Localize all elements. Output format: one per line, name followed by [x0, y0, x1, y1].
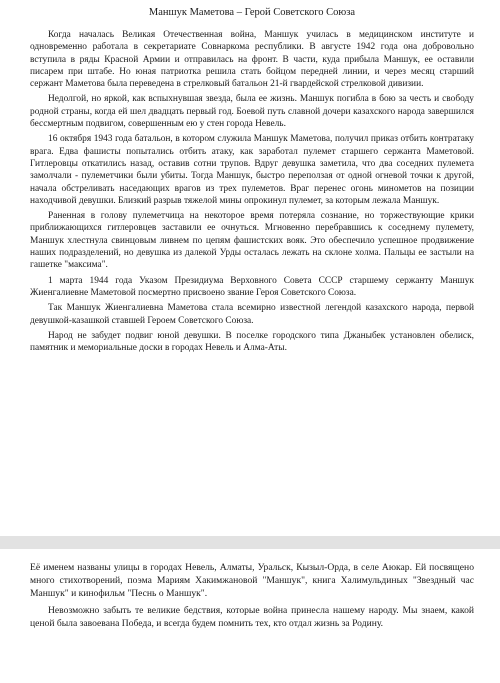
paragraph: Народ не забудет подвиг юной девушки. В поселке городского типа Джаныбек установлен обелиск, памятник и мемориальные доски в городах Невель и Алма-Аты. — [30, 330, 474, 354]
paragraph: Раненная в голову пулеметчица на некоторое время потеряла сознание, но торжествующие крики приближающихся гитлеровцев заставили ее очнуться. Мгновенно перебравшись к соседнему пулемету, Маншук хлестнула свинцовым ливнем по цепям фашистских вояк. Это обеспечило успешное продвижение наших подразделений, но девушка из далекой Урды осталась лежать на склоне холма. Пальцы ее застыли на гашетке "максима". — [30, 211, 474, 271]
paragraph: 16 октября 1943 года батальон, в котором служила Маншук Маметова, получил приказ отбить контратаку врага. Едва фашисты попытались отбить атаку, как заработал пулемет старшего сержанта Маметовой. Гитлеровцы откатились назад, оставив сотни трупов. Вдруг девушка заметила, что два соседних пулемета замолчали - пулеметчики были убиты. Тогда Маншук, быстро переползая от одной огневой точки к другой, начала обстреливать наседающих врагов из трех пулеметов. Враг перенес огонь минометов на позиции находчивой девушки. Близкий разрыв тяжелой мины опрокинул пулемет, за которым лежала Маншук. — [30, 134, 474, 206]
paragraph: Так Маншук Жиенгалиевна Маметова стала всемирно известной легендой казахского народа, первой девушкой-казашкой ставшей Героем Советского Союза. — [30, 303, 474, 326]
paragraph: 1 марта 1944 года Указом Президиума Верховного Совета СССР старшему сержанту Маншук Жиенгалиевне Маметовой посмертно присвоено звание Героя Советского Союза. — [30, 275, 474, 298]
paragraph: Её именем названы улицы в городах Невель, Алматы, Уральск, Кызыл-Орда, в селе Аюкар. Ей посвящено много стихотворений, поэма Мариям Хакимжановой "Маншук", книга Халимульдиных "Звездный час Маншук" и кинофильм "Песнь о Маншук". — [30, 562, 474, 599]
paragraph: Невозможно забыть те великие бедствия, которые война принесла нашему народу. Мы знаем, какой ценой была завоевана Победа, и всегда будем помнить тех, кто отдал жизнь за Родину. — [30, 605, 474, 630]
paragraph: Недолгой, но яркой, как вспыхнувшая звезда, была ее жизнь. Маншук погибла в бою за честь и свободу родной страны, когда ей шел двадцать первый год. Боевой путь славной дочери казахского народа завершился бессмертным подвигом, совершенным ею у стен города Невель. — [30, 94, 474, 130]
paragraph: Когда началась Великая Отечественная война, Маншук училась в медицинском институте и одновременно работала в секретариате Совнаркома республики. В августе 1942 года она добровольно вступила в ряды Красной Армии и отправилась на фронт. В части, куда прибыла Маншук, ее оставили писарем при штабе. Но юная патриотка решила стать бойцом передней линии, и через месяц старший сержант Маметова была переведена в стрелковый батальон 21-й гвардейской стрелковой дивизии. — [30, 30, 474, 90]
document-title: Маншук Маметова – Герой Советского Союза — [148, 7, 356, 18]
page-2 — [0, 549, 500, 683]
